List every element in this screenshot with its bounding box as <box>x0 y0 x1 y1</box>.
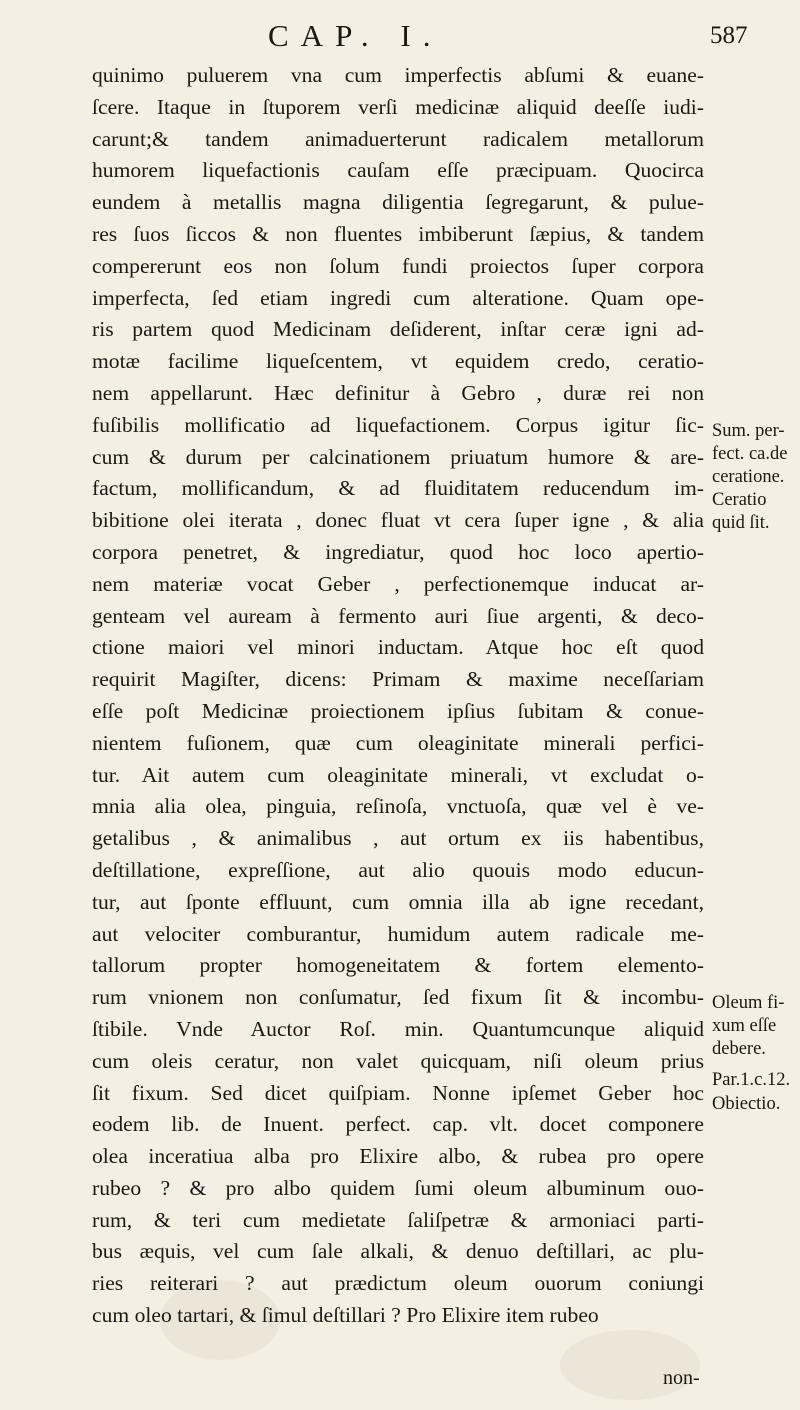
marginal-note-line: Par.1.c.12. <box>712 1070 791 1090</box>
text-line: eundem à metallis magna diligentia ſegregarunt, & pulue- <box>92 190 704 215</box>
text-line: ſtibile. Vnde Auctor Roſ. min. Quantumcunque aliquid <box>92 1016 704 1041</box>
text-line: imperfecta, ſed etiam ingredi cum alteratione. Quam ope- <box>92 285 704 310</box>
text-line: res ſuos ſiccos & non fluentes imbiberunt ſæpius, & tandem <box>92 221 704 246</box>
text-line: bus æquis, vel cum ſale alkali, & denuo deſtillari, ac plu- <box>92 1239 704 1264</box>
text-line: cum oleis ceratur, non valet quicquam, niſi oleum prius <box>92 1048 704 1073</box>
text-line: requirit Magiſter, dicens: Primam & maxime neceſſariam <box>92 667 704 692</box>
marginal-note-line: xum eſſe <box>712 1016 777 1036</box>
marginal-note-line: ceratione. <box>712 467 785 487</box>
page-number: 587 <box>710 22 748 49</box>
text-line: eodem lib. de Inuent. perfect. cap. vlt. docet componere <box>92 1112 704 1137</box>
marginal-note-line: quid ſit. <box>712 513 770 533</box>
text-line: factum, mollificandum, & ad fluiditatem reducendum im- <box>92 476 704 501</box>
text-line: mnia alia olea, pinguia, reſinoſa, vnctuoſa, quæ vel è ve- <box>92 794 704 819</box>
marginal-note-line: Sum. per- <box>712 421 785 441</box>
text-line: aut velociter comburantur, humidum autem radicale me- <box>92 921 704 946</box>
text-line: bibitione olei iterata , donec fluat vt cera ſuper igne , & alia <box>92 508 704 533</box>
text-line: genteam vel auream à fermento auri ſiue argenti, & deco- <box>92 603 704 628</box>
text-line: carunt;& tandem animaduerterunt radicalem metallorum <box>92 126 704 151</box>
text-line: ſit fixum. Sed dicet quiſpiam. Nonne ipſemet Geber hoc <box>92 1080 704 1105</box>
text-line: corpora penetret, & ingrediatur, quod hoc loco apertio- <box>92 539 704 564</box>
text-line: tallorum propter homogeneitatem & fortem elemento- <box>92 953 704 978</box>
text-line: rum, & teri cum medietate ſaliſpetræ & armoniaci parti- <box>92 1207 704 1232</box>
running-title: CAP. I. <box>268 18 443 53</box>
text-line: ctione maiori vel minori inductam. Atque hoc eſt quod <box>92 635 704 660</box>
text-line: getalibus , & animalibus , aut ortum ex iis habentibus, <box>92 826 704 851</box>
catchword: non- <box>663 1367 700 1389</box>
text-line: eſſe poſt Medicinæ proiectionem ipſius ſubitam & conue- <box>92 698 704 723</box>
text-line: olea inceratiua alba pro Elixire albo, & rubea pro opere <box>92 1144 704 1169</box>
marginal-note-line: Obiectio. <box>712 1094 781 1114</box>
page-header <box>0 18 800 58</box>
text-line: nem materiæ vocat Geber , perfectionemque inducat ar- <box>92 571 704 596</box>
text-line: ſcere. Itaque in ſtuporem verſi medicinæ aliquid deeſſe iudi- <box>92 94 704 119</box>
text-line: deſtillatione, expreſſione, aut alio quouis modo educun- <box>92 857 704 882</box>
main-text-block <box>92 60 704 1332</box>
text-line: tur, aut ſponte effluunt, cum omnia illa ab igne recedant, <box>92 889 704 914</box>
marginal-note-oleum <box>712 992 800 1061</box>
marginal-note-reference <box>712 1069 800 1092</box>
text-line: motæ facilime liqueſcentem, vt equidem credo, ceratio- <box>92 349 704 374</box>
text-line: humorem liquefactionis cauſam eſſe præcipuam. Quocirca <box>92 158 704 183</box>
marginal-note-line: fect. ca.de <box>712 444 788 464</box>
marginal-note-summa <box>712 420 800 535</box>
text-line: nientem fuſionem, quæ cum oleaginitate minerali perfici- <box>92 730 704 755</box>
text-line: rubeo ? & pro albo quidem ſumi oleum albuminum ouo- <box>92 1175 704 1200</box>
text-line: cum & durum per calcinationem priuatum humore & are- <box>92 444 704 469</box>
text-line: cum oleo tartari, & ſimul deſtillari ? Pro Elixire item rubeo <box>92 1303 599 1328</box>
text-line: ries reiterari ? aut prædictum oleum ouorum coniungi <box>92 1271 704 1296</box>
text-line: tur. Ait autem cum oleaginitate minerali, vt excludat o- <box>92 762 704 787</box>
text-line: quinimo puluerem vna cum imperfectis abſumi & euane- <box>92 63 704 87</box>
marginal-note-line: Oleum fi- <box>712 993 785 1013</box>
text-line: ris partem quod Medicinam deſiderent, inſtar ceræ igni ad- <box>92 317 704 342</box>
marginal-note-line: debere. <box>712 1039 766 1059</box>
marginal-note-obiectio <box>712 1093 800 1116</box>
text-line: compererunt eos non ſolum fundi proiectos ſuper corpora <box>92 253 704 278</box>
text-line: rum vnionem non conſumatur, ſed fixum ſit & incombu- <box>92 985 704 1010</box>
marginal-note-line: Ceratio <box>712 490 767 510</box>
text-line: fuſibilis mollificatio ad liquefactionem. Corpus igitur ſic- <box>92 412 704 437</box>
text-line: nem appellarunt. Hæc definitur à Gebro , duræ rei non <box>92 380 704 405</box>
